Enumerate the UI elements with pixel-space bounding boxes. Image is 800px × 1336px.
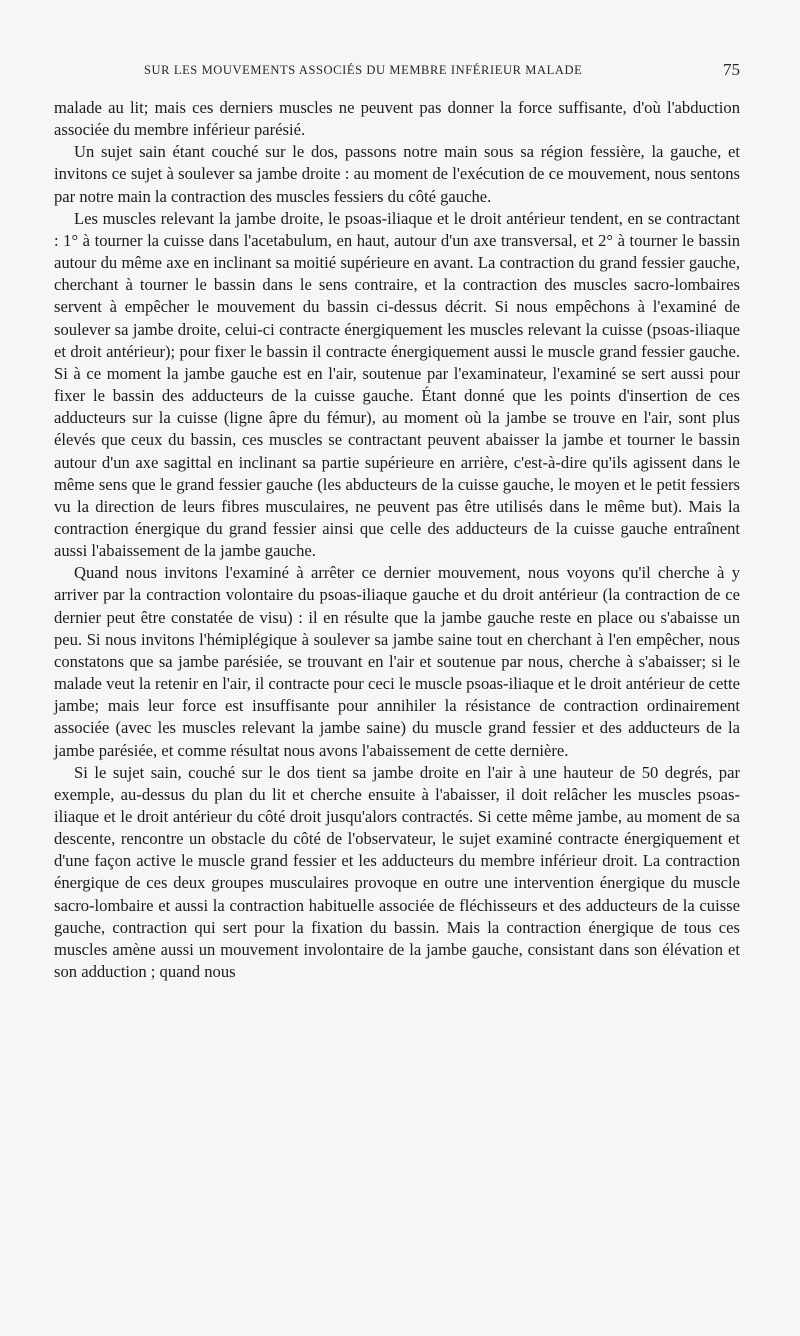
running-title: SUR LES MOUVEMENTS ASSOCIÉS DU MEMBRE INFÉRIEUR MALADE <box>144 63 583 77</box>
paragraph: Un sujet sain étant couché sur le dos, passons notre main sous sa région fessière, la gauche, et invitons ce sujet à soulever sa jambe droite : au moment de l'exécution de ce mouvement, nous sentons par notre main la contraction des muscles fessiers du côté gauche. <box>54 142 740 206</box>
paragraph: Les muscles relevant la jambe droite, le psoas-iliaque et le droit antérieur tendent, en se contractant : 1° à tourner la cuisse dans l'acetabulum, en haut, autour d'un axe transversal, et 2° à tourner le bassin autour du même axe en inclinant sa moitié supérieure en avant. La contraction du grand fessier gauche, cherchant à tourner le bassin dans le sens contraire, et la contraction des muscles sacro-lombaires servent à empêcher le mouvement du bassin ci-dessus décrit. Si nous empêchons à l'examiné de soulever sa jambe droite, celui-ci contracte énergiquement les muscles relevant la cuisse (psoas-iliaque et droit antérieur); pour fixer le bassin il contracte énergiquement aussi le muscle grand fessier gauche. Si à ce moment la jambe gauche est en l'air, soutenue par l'examinateur, l'examiné se sert aussi pour fixer le bassin des adducteurs de la cuisse gauche. Étant donné que les points d'insertion de ces adducteurs sur la cuisse (ligne âpre du fémur), au moment où la jambe se trouve en l'air, sont plus élevés que ceux du bassin, ces muscles se contractant peuvent abaisser la jambe et tourner le bassin autour d'un axe sagittal en inclinant sa partie supérieure en arrière, c'est-à-dire qu'ils agissent dans le même sens que le grand fessier gauche (les abducteurs de la cuisse gauche, le moyen et le petit fessiers vu la direction de leurs fibres musculaires, ne peuvent pas être utilisés dans le même but). Mais la contraction énergique du grand fessier ainsi que celle des adducteurs de la cuisse gauche entraînent aussi l'abaissement de la jambe gauche. <box>54 208 740 561</box>
body-text <box>54 97 740 983</box>
running-head <box>54 60 740 84</box>
paragraph: Si le sujet sain, couché sur le dos tient sa jambe droite en l'air à une hauteur de 50 degrés, par exemple, au-dessus du plan du lit et cherche ensuite à l'abaisser, il doit relâcher les muscles psoas-iliaque et le droit antérieur du côté droit jusqu'alors contractés. Si cette même jambe, au moment de sa descente, rencontre un obstacle du côté de l'observateur, le sujet examiné contracte énergiquement et d'une façon active le muscle grand fessier et les adducteurs du membre inférieur droit. La contraction énergique de ces deux groupes musculaires provoque en outre une intervention énergique du muscle sacro-lombaire et aussi la contraction habituelle associée de fléchisseurs et des adducteurs de la cuisse gauche, contraction qui sert pour la fixation du bassin. Mais la contraction énergique de tous ces muscles amène aussi un mouvement involontaire de la jambe gauche, consistant dans son élévation et son adduction ; quand nous <box>54 762 740 982</box>
paragraph: Quand nous invitons l'examiné à arrêter ce dernier mouvement, nous voyons qu'il cherche à y arriver par la contraction volontaire du psoas-iliaque gauche et du droit antérieur (la contraction de ce dernier peut être constatée de visu) : il en résulte que la jambe gauche reste en place ou s'abaisse un peu. Si nous invitons l'hémiplégique à soulever sa jambe saine tout en cherchant à l'en empêcher, nous constatons que sa jambe parésiée, se trouvant en l'air et soutenue par nous, cherche à s'abaisser; si le malade veut la retenir en l'air, il contracte pour ceci le muscle psoas-iliaque et le droit antérieur de cette jambe; mais leur force est insuffisante pour annihiler la résistance de contraction ordinairement associée (avec les muscles relevant la jambe saine) du muscle grand fessier et des adducteurs de la jambe parésiée, et comme résultat nous avons l'abaissement de cette dernière. <box>54 563 740 760</box>
paragraph-continuation: malade au lit; mais ces derniers muscles ne peuvent pas donner la force suffisante, d'où l'abduction associée du membre inférieur parésié. <box>54 98 740 140</box>
page-number: 75 <box>723 60 740 79</box>
